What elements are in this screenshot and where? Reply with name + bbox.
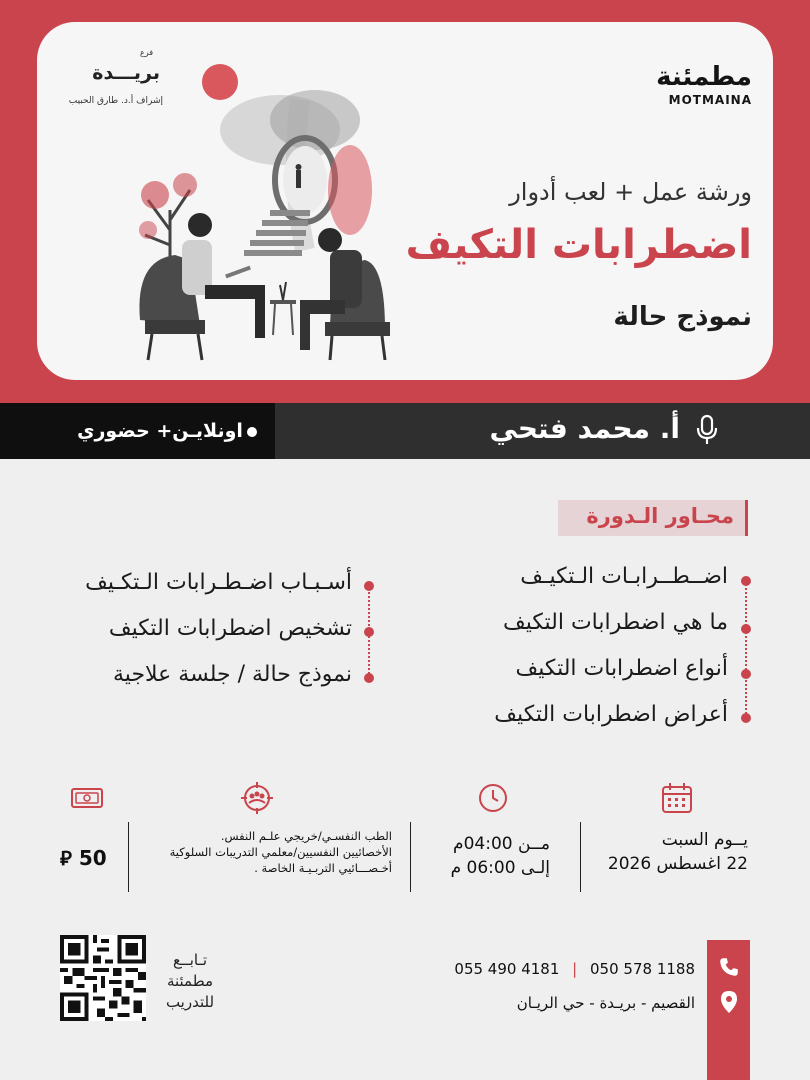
audience-special-ed: أخـصـــائيي التربـيـة الخاصة .: [254, 861, 392, 875]
time-from: مــن 04:00م: [453, 834, 550, 854]
topic-item: ما هي اضطرابات التكيف: [502, 610, 728, 635]
detail-separator: [128, 822, 129, 892]
workshop-title: اضطرابات التكيف: [405, 222, 752, 268]
audience-psychologists: الأخصائيين النفسيين/: [293, 845, 392, 859]
phone-number-1[interactable]: 050 578 1188: [590, 960, 695, 978]
axes-title-accent: [745, 500, 748, 536]
target-audience-icon: [240, 781, 274, 815]
time-to: إلـى 06:00 م: [450, 858, 550, 878]
clock-icon: [476, 781, 510, 815]
calendar-icon: [660, 781, 694, 815]
walking-figure: [296, 170, 301, 188]
microphone-icon: [694, 414, 720, 446]
brand-logo-arabic: مطمئنة: [656, 62, 752, 92]
attendance-mode: اونلايـن+ حضوري: [77, 420, 243, 442]
detail-separator: [580, 822, 581, 892]
audience-psychology-grads: خريجي علـم النفس.: [220, 829, 318, 843]
audience-behavior-trainers: معلمي التدريبات السلوكية: [169, 845, 294, 859]
time-info: [451, 832, 550, 880]
phone-separator: |: [572, 960, 578, 978]
topic-item: تشخيص اضطرابات التكيف: [108, 616, 352, 641]
topic-bullet: [364, 581, 374, 591]
follow-line-3: للتدريب: [165, 993, 215, 1011]
topic-bullet: [741, 576, 751, 586]
case-label: نموذج حالة: [613, 302, 752, 332]
qr-code[interactable]: [60, 935, 146, 1021]
presenter-name: أ. محمد فتحي: [489, 412, 680, 445]
branch-supervision: إشراف أ.د. طارق الحبيب: [68, 96, 163, 106]
topic-item: أعراض اضطرابات التكيف: [494, 702, 728, 727]
follow-line-2: مطمئنة: [166, 972, 214, 990]
topic-bullet: [741, 624, 751, 634]
date-day: يــوم السبت: [661, 830, 748, 850]
topic-item: نموذج حالة / جلسة علاجية: [113, 662, 352, 687]
topic-bullet: [364, 673, 374, 683]
follow-line-1: تـابــع: [172, 951, 208, 969]
phone-icon: [718, 956, 740, 978]
mode-bullet: [247, 427, 257, 437]
topic-item: اضــطــرابـات الـتكيـف: [520, 564, 728, 589]
location-pin-icon: [719, 990, 739, 1014]
branch-name: بريـــدة: [92, 62, 160, 84]
audience-info: [170, 828, 392, 876]
address: القصيم - بريـدة - حي الريـان: [516, 994, 695, 1012]
date-info: [608, 828, 748, 876]
topic-bullet: [741, 669, 751, 679]
brand-logo-english: MOTMAINA: [668, 93, 752, 107]
axes-title: محـاور الـدورة: [586, 504, 734, 528]
topic-bullet: [741, 713, 751, 723]
branch-label: فرع: [140, 48, 154, 57]
date-value: 22 اغسطس 2026: [607, 854, 748, 874]
follow-text: [155, 950, 225, 1013]
price-value: 50 ⃁: [60, 846, 107, 870]
topic-line-right: [745, 580, 747, 718]
therapy-illustration: [130, 60, 400, 370]
workshop-subtitle: ورشة عمل + لعب أدوار: [509, 178, 752, 206]
phone-numbers: [454, 960, 695, 978]
topic-bullet: [364, 627, 374, 637]
topic-item: أسـبـاب اضـطـرابات الـتكـيف: [85, 570, 352, 595]
money-icon: [70, 781, 104, 815]
topic-item: أنواع اضطرابات التكيف: [515, 656, 728, 681]
detail-separator: [410, 822, 411, 892]
phone-number-2[interactable]: 055 490 4181: [454, 960, 560, 978]
red-sun: [202, 64, 238, 100]
audience-psychiatry: الطب النفسـي/: [317, 829, 392, 843]
